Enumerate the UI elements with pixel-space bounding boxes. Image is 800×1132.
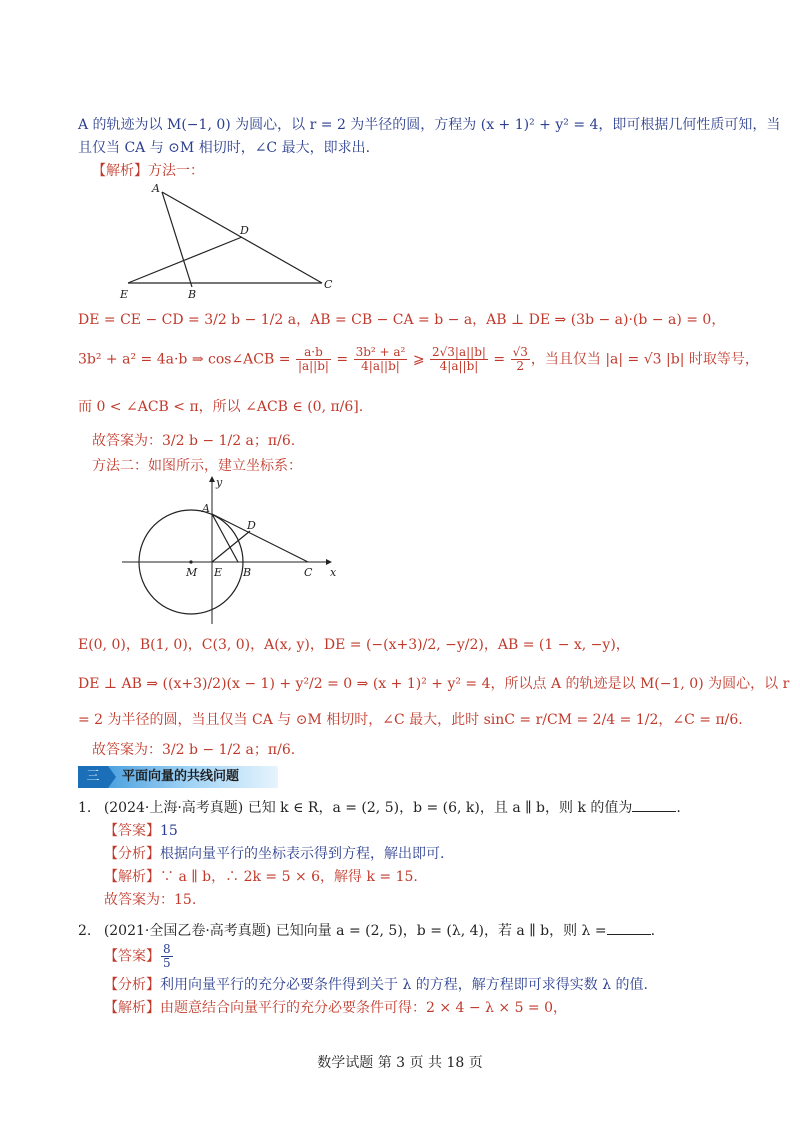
- eq-2: 3b² + a² = 4a·b ⇒ cos∠ACB = $\frac{a\cdot b}{|a||b|}$ = $\frac{\text{3b² + a²}}{4|a||b|}$ ⩾ $\frac{2√3|a||b|}{4|a||b|}$ = $\frac{√3}{2}$ ，当且仅当 |a| = √3 |b| 时取等号，: [78, 345, 759, 373]
- solution-tag: 【解析】: [92, 163, 148, 179]
- q1-answer-blank: [632, 799, 676, 812]
- section-title: 平面向量的共线问题: [122, 769, 240, 784]
- eq-2-frac-2: $\frac{\text{3b² + a²}}{4|a||b|}$: [355, 345, 406, 373]
- fig2-label-c: C: [304, 566, 313, 579]
- fig1-label-c: C: [324, 278, 333, 291]
- q1-stem: 1. (2024·上海·高考真题) 已知 k ∈ R，a = (2, 5)，b = (6, k)，且 a ∥ b，则 k 的值为 .: [78, 800, 681, 816]
- q2-answer: 【答案】 $\frac{8}{5}$: [104, 942, 171, 970]
- fig2-label-a: A: [202, 502, 210, 515]
- q2-answer-fraction: $\frac{8}{5}$: [163, 942, 171, 970]
- q1-analysis: 【分析】根据向量平行的坐标表示得到方程，解出即可.: [104, 846, 445, 862]
- intro-line-1: A 的轨迹为以 M(−1, 0) 为圆心，以 r = 2 为半径的圆，方程为 (x + 1)² + y² = 4，即可根据几何性质可知，当: [78, 117, 781, 133]
- eq-5: DE ⊥ AB ⇒ ((x+3)/2)(x − 1) + y²/2 = 0 ⇒ (x + 1)² + y² = 4，所以点 A 的轨迹是以 M(−1, 0) 为圆心，以 r: [78, 676, 790, 692]
- section-number: 三: [78, 766, 108, 788]
- eq-1: DE = CE − CD = 3/2 b − 1/2 a，AB = CB − CA = b − a，AB ⊥ DE ⇒ (3b − a)·(b − a) = 0，: [78, 312, 726, 328]
- q2-stem: 2. (2021·全国乙卷·高考真题) 已知向量 a = (2, 5)，b = (λ, 4)，若 a ∥ b，则 λ = .: [78, 923, 656, 939]
- eq-4: E(0, 0)，B(1, 0)，C(3, 0)，A(x, y)，DE = (−(x+3)/2, −y/2)，AB = (1 − x, −y)，: [78, 637, 630, 653]
- eq-2-a: 3b² + a² = 4a·b ⇒ cos∠ACB =: [78, 351, 295, 368]
- q1-solution: 【解析】∵ a ∥ b，∴ 2k = 5 × 6，解得 k = 15.: [104, 869, 418, 885]
- fig2-label-x: x: [330, 566, 337, 579]
- fig1-label-e: E: [120, 288, 129, 301]
- q1-text: (2024·上海·高考真题) 已知 k ∈ R，a = (2, 5)，b = (6, k)，且 a ∥ b，则 k 的值为: [103, 800, 633, 816]
- figure-triangle: [110, 180, 350, 305]
- page-footer: 数学试题 第 3 页 共 18 页: [317, 1055, 483, 1071]
- eq-2-frac-3: $\frac{2√3|a||b|}{4|a||b|}$: [432, 345, 486, 373]
- eq-6: = 2 为半径的圆，当且仅当 CA 与 ⊙M 相切时，∠C 最大，此时 sinC = r/CM = 2/4 = 1/2，∠C = π/6.: [78, 712, 743, 728]
- fig2-label-b: B: [243, 566, 252, 579]
- answer-2: 故答案为：3/2 b − 1/2 a；π/6.: [92, 742, 296, 758]
- q2-text: (2021·全国乙卷·高考真题) 已知向量 a = (2, 5)，b = (λ, 4)，若 a ∥ b，则 λ =: [103, 923, 607, 939]
- section-header: [78, 766, 278, 788]
- fig2-label-m: M: [186, 566, 198, 579]
- q2-solution: 【解析】由题意结合向量平行的充分必要条件可得：2 × 4 − λ × 5 = 0，: [104, 1000, 568, 1016]
- solution-header: [92, 162, 204, 180]
- fig2-label-e: E: [214, 566, 223, 579]
- fig1-label-a: A: [152, 182, 160, 195]
- q2-number: 2.: [78, 923, 92, 939]
- q1-final: 故答案为：15.: [104, 892, 197, 908]
- q1-answer: 【答案】15: [104, 823, 178, 839]
- fig2-label-d: D: [247, 519, 256, 532]
- eq-2-b: ，当且仅当 |a| = √3 |b| 时取等号，: [530, 351, 759, 368]
- eq-2-frac-4: $\frac{√3}{2}$: [512, 345, 528, 373]
- intro-line-2: 且仅当 CA 与 ⊙M 相切时，∠C 最大，即求出.: [78, 140, 371, 156]
- section-arrow-icon: [108, 766, 116, 788]
- fig1-label-d: D: [240, 224, 249, 237]
- eq-3: 而 0 < ∠ACB < π，所以 ∠ACB ∈ (0, π/6].: [78, 399, 364, 415]
- q1-answer-value: 15: [160, 823, 178, 839]
- fig1-label-b: B: [188, 288, 197, 301]
- q2-answer-blank: [607, 922, 651, 935]
- q1-number: 1.: [78, 800, 92, 816]
- answer-1: 故答案为：3/2 b − 1/2 a；π/6.: [92, 433, 296, 449]
- q2-analysis: 【分析】利用向量平行的充分必要条件得到关于 λ 的方程，解方程即可求得实数 λ 的值.: [104, 977, 648, 993]
- eq-2-frac-1: $\frac{a\cdot b}{|a||b|}$: [297, 345, 329, 373]
- method1-label: 方法一：: [148, 163, 204, 179]
- method2-label: 方法二：如图所示，建立坐标系：: [92, 458, 302, 474]
- fig2-label-y: y: [216, 476, 223, 489]
- figure-coordinate-circle: [118, 474, 348, 626]
